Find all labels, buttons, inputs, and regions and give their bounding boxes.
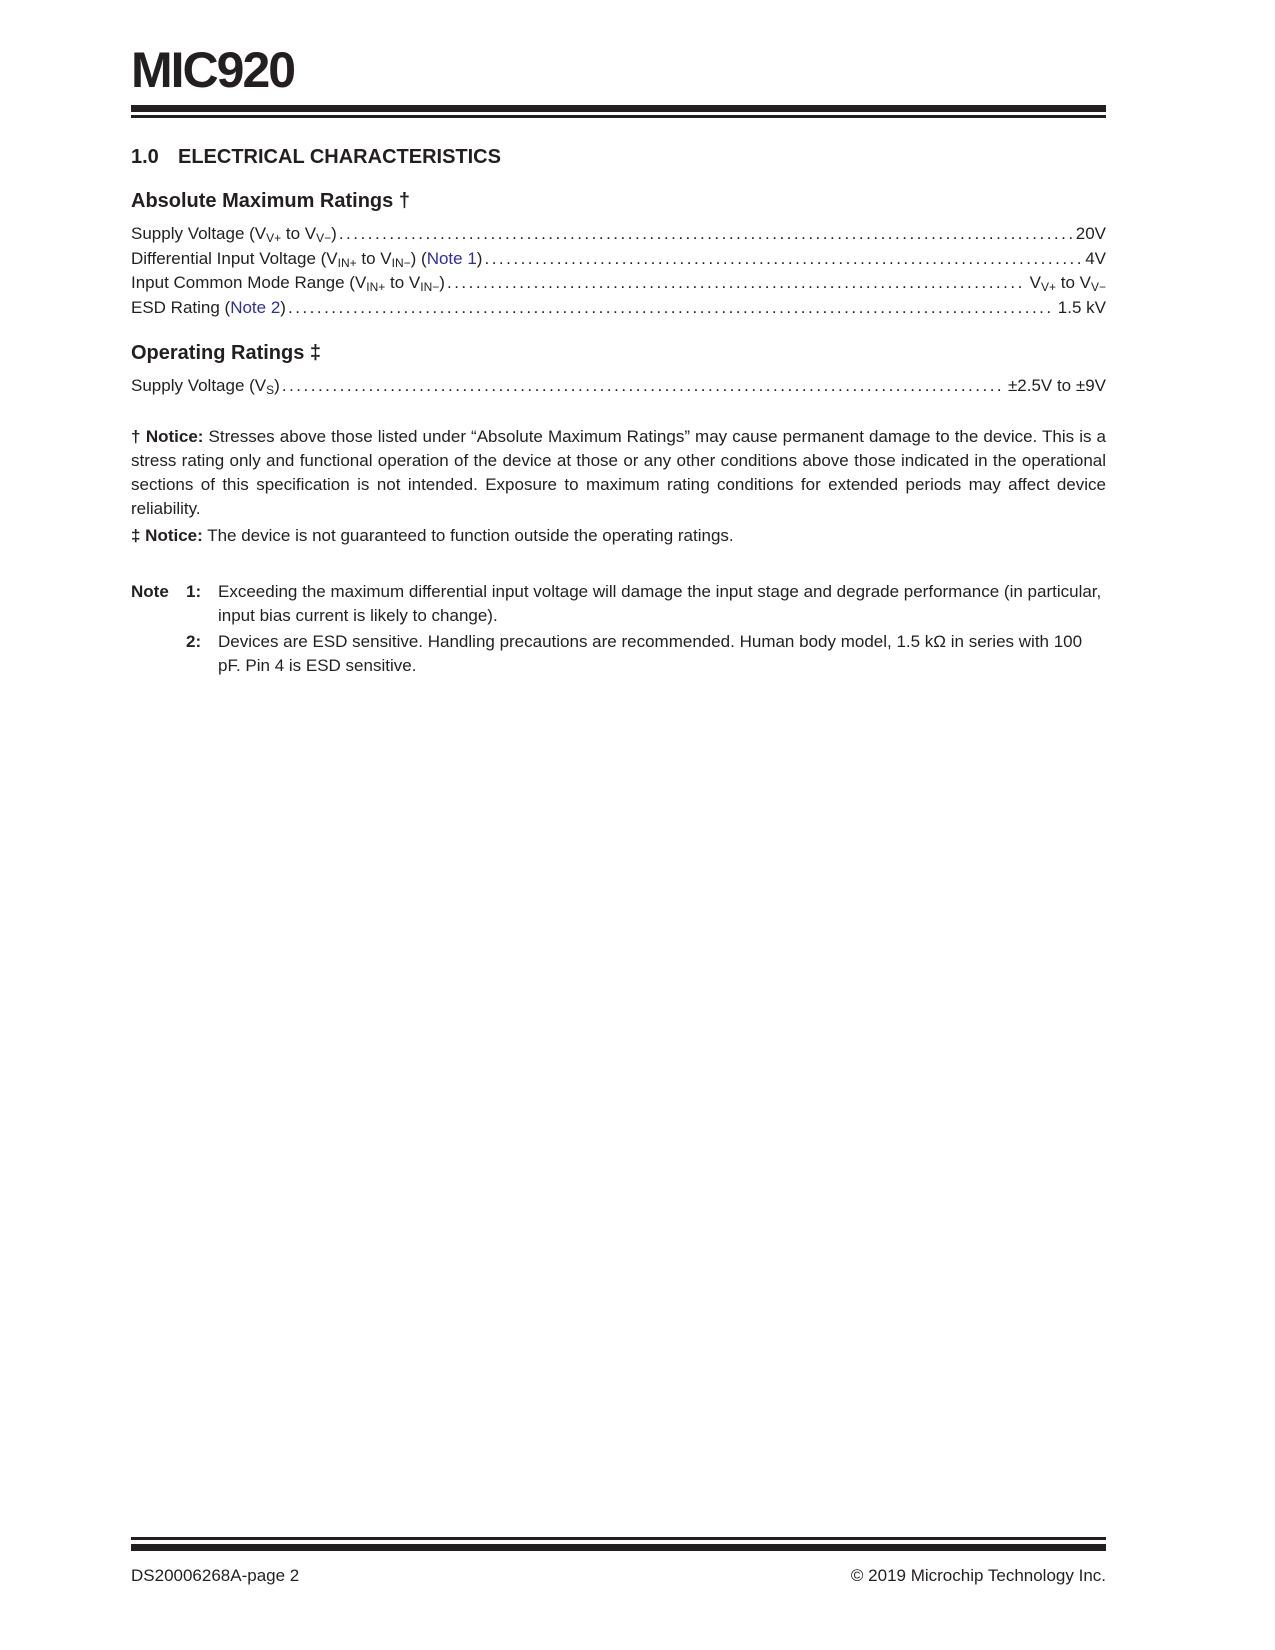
abs-max-heading: Absolute Maximum Ratings † (131, 190, 410, 212)
text-segment: to V (385, 273, 421, 292)
rating-line (131, 296, 1106, 321)
note-row (131, 580, 1106, 628)
note-link[interactable]: Note 2 (230, 297, 281, 317)
rating-line (131, 374, 1106, 399)
dot-leader (282, 374, 1004, 399)
notice-text: Stresses above those listed under “Absolute Maximum Ratings” may cause permanent damage to the device. This is a stress rating only and functional operation of the device at those or any other conditions above those indicated in the operational sections of this specification is not intended. Exposure to maximum rating conditions for extended periods may affect device reliability. (131, 426, 1106, 518)
subscript-text: V+ (266, 231, 282, 245)
header-rule-thin (131, 115, 1106, 118)
subscript-text: V+ (1041, 280, 1057, 294)
text-segment: 20V (1075, 224, 1106, 243)
page-content (131, 0, 1106, 678)
text-segment: 4V (1085, 248, 1106, 268)
dot-leader (484, 247, 1081, 272)
page-title: MIC920 (131, 42, 295, 98)
text-segment: V (1029, 273, 1041, 292)
subscript-text: IN+ (337, 255, 357, 270)
rating-label (131, 247, 482, 272)
rating-label (131, 222, 337, 247)
rating-value (1006, 374, 1106, 399)
text-segment: Supply Voltage (V (131, 224, 267, 243)
text-segment: ) (274, 376, 280, 395)
rating-label (131, 374, 280, 399)
notice-lead: † Notice: (131, 426, 204, 446)
text-segment: to V (356, 248, 392, 268)
note-word: Note (131, 581, 169, 601)
subscript-text: IN− (391, 255, 411, 270)
rating-line (131, 271, 1106, 296)
text-segment: Differential Input Voltage (V (131, 248, 338, 268)
text-segment: to V (281, 224, 317, 243)
abs-max-lines (131, 222, 1106, 320)
note-number: 2: (186, 631, 202, 651)
text-segment: ) (331, 224, 337, 243)
footer-rule-thin (131, 1537, 1106, 1540)
rating-label (131, 271, 445, 296)
dot-leader (339, 222, 1072, 247)
text-segment: 1.5 kV (1057, 297, 1106, 317)
text-segment: ) (439, 273, 445, 292)
notes-list (131, 580, 1106, 678)
note-number: 1: (186, 581, 202, 601)
text-segment: ) ( (410, 248, 427, 268)
rating-value (1074, 222, 1106, 247)
footer-copyright: © 2019 Microchip Technology Inc. (850, 1566, 1106, 1585)
rating-value (1028, 271, 1106, 296)
footer-doc-number: DS20006268A-page 2 (131, 1566, 300, 1585)
text-segment: ) (280, 297, 286, 317)
footer (131, 1537, 1106, 1586)
text-segment: Input Common Mode Range (V (131, 273, 367, 292)
operating-lines (131, 374, 1106, 399)
header-rule-thick (131, 105, 1106, 112)
dot-leader (288, 296, 1054, 321)
subscript-text: V− (1090, 280, 1106, 294)
text-segment: Supply Voltage (V (131, 376, 267, 395)
operating-heading: Operating Ratings ‡ (131, 342, 322, 364)
section-heading (131, 146, 1106, 168)
rating-line (131, 247, 1106, 272)
text-segment: ESD Rating ( (131, 297, 231, 317)
subscript-text: IN+ (366, 280, 386, 294)
section-number: 1.0 (131, 146, 159, 168)
section-title: ELECTRICAL CHARACTERISTICS (178, 146, 501, 168)
text-segment: ) (476, 248, 483, 268)
notice-lead: ‡ Notice: (131, 525, 203, 545)
text-segment: to V (1056, 273, 1091, 292)
note-link[interactable]: Note 1 (426, 248, 477, 268)
rating-value (1056, 296, 1106, 321)
rating-value (1083, 247, 1106, 272)
rating-line (131, 222, 1106, 247)
note-text: Devices are ESD sensitive. Handling precautions are recommended. Human body model, 1.5 kΩ in series with 100 pF. Pin 4 is ESD sensitive. (218, 631, 1083, 675)
rating-label (131, 296, 286, 321)
notices-block (131, 425, 1106, 548)
text-segment: ±2.5V to ±9V (1007, 376, 1106, 395)
dot-leader (447, 271, 1026, 296)
subscript-text: S (266, 383, 275, 397)
notice-text: The device is not guaranteed to function outside the operating ratings. (202, 525, 734, 545)
subscript-text: IN− (420, 280, 440, 294)
note-word (131, 630, 186, 678)
notice-paragraph (131, 425, 1106, 521)
footer-rule-thick (131, 1544, 1106, 1551)
notice-paragraph (131, 524, 1106, 548)
note-text: Exceeding the maximum differential input voltage will damage the input stage and degrade performance (in particular, input bias current is likely to change). (218, 581, 1102, 625)
note-row (131, 630, 1106, 678)
subscript-text: V− (316, 231, 332, 245)
